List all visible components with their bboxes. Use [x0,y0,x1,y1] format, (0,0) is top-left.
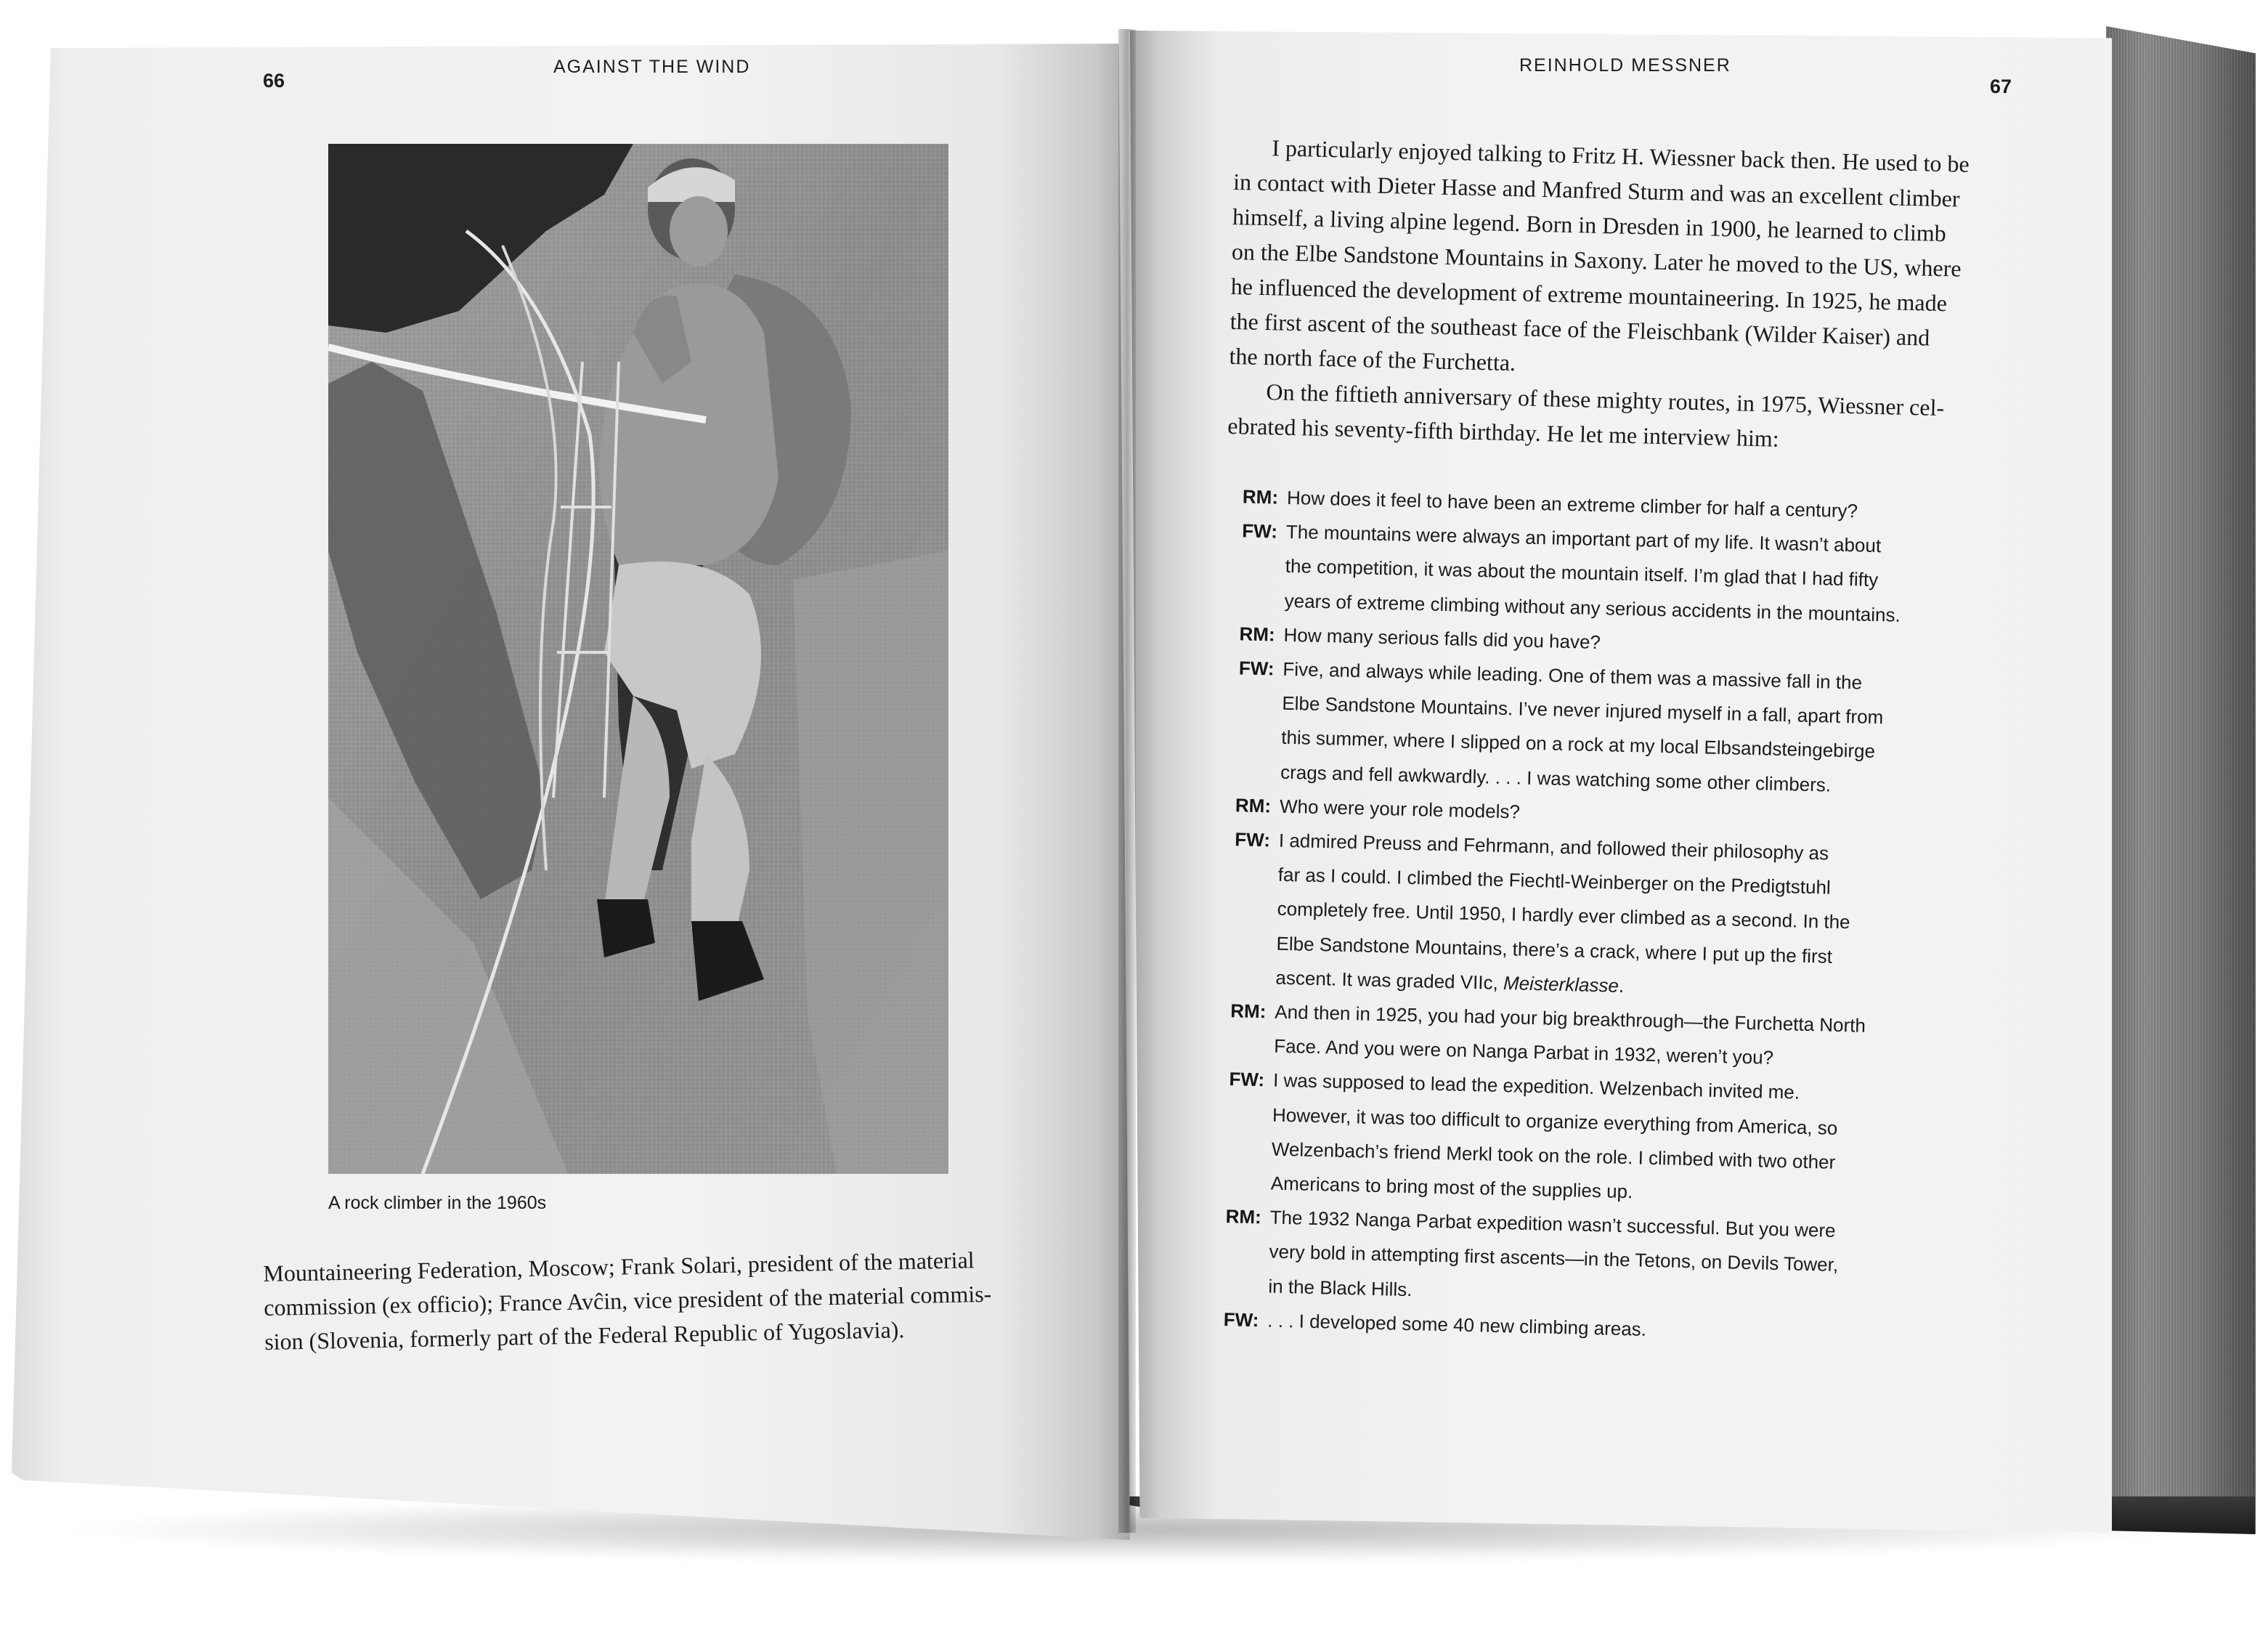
page-edges [2106,26,2256,1534]
interview-line: The 1932 Nanga Parbat expedition wasn’t successful. But you were [1269,1206,1836,1242]
speaker-label: RM: [1229,1000,1267,1023]
interview-text-segment: . [1618,974,1625,997]
body-line: on the Elbe Sandstone Mountains in Saxony. Later he moved to the US, where [1231,238,1962,282]
interview-line: in the Black Hills. [1268,1275,1413,1300]
interview-line: How does it feel to have been an extreme climber for half a century? [1286,486,1858,522]
speaker-label: FW: [1238,657,1275,680]
book-gutter [1118,29,1136,1533]
body-line: I particularly enjoyed talking to Fritz H. Wiessner back then. He used to be [1271,134,1970,177]
speaker-label: FW: [1234,828,1271,851]
body-line: sion (Slovenia, formerly part of the Federal Republic of Yugoslavia). [264,1316,905,1355]
interview-line: Face. And you were on Nanga Parbat in 1932, weren’t you? [1273,1034,1774,1069]
speaker-label: RM: [1242,485,1279,508]
italic-term: Meisterklasse [1503,971,1619,997]
interview-line: Elbe Sandstone Mountains, there’s a crack, where I put up the first [1276,932,1833,968]
body-line: himself, a living alpine legend. Born in Dresden in 1900, he learned to climb [1232,203,1947,247]
interview-line: I was supposed to lead the expedition. Welzenbach invited me. [1272,1069,1800,1104]
speaker-label: RM: [1225,1205,1262,1228]
right-running-head: REINHOLD MESSNER [1519,55,1731,76]
interview-line: . . . I developed some 40 new climbing areas. [1267,1309,1647,1340]
interview-line: Elbe Sandstone Mountains. I’ve never injured myself in a fall, apart from [1282,692,1884,729]
interview-list [1206,479,2011,1355]
interview-line: the competition, it was about the mountain itself. I’m glad that I had fifty [1285,555,1879,591]
speaker-label: FW: [1242,519,1278,543]
interview-line: I admired Preuss and Fehrmann, and followed their philosophy as [1278,829,1829,864]
body-line: the first ascent of the southeast face of the Fleischbank (Wilder Kaiser) and [1229,307,1930,351]
left-page-number: 66 [263,70,285,92]
body-line: Mountaineering Federation, Moscow; Frank Solari, president of the material [263,1247,975,1286]
interview-entry [1207,1199,1993,1321]
climber-photo [328,144,948,1174]
interview-entry [1209,1062,1996,1217]
interview-line: Five, and always while leading. One of them was a massive fall in the [1283,657,1863,694]
climber-photo-image [328,144,948,1174]
interview-text [1279,790,1520,830]
interview-line: And then in 1925, you had your big breakthrough—the Furchetta North [1275,1000,1866,1037]
interview-line: Welzenbach’s friend Merkl took on the role. I climbed with two other [1271,1138,1836,1173]
paragraph [1229,129,2019,392]
left-running-head: AGAINST THE WIND [553,57,751,77]
interview-line: far as I could. I climbed the Fiechtl-Weinberger on the Predigtstuhl [1277,863,1832,899]
interview-line: Americans to bring most of the supplies up. [1270,1172,1633,1203]
interview-line: completely free. Until 1950, I hardly ever climbed as a second. In the [1277,898,1850,933]
interview-line: The mountains were always an important part of my life. It wasn’t about [1285,521,1882,557]
interview-text [1275,824,1852,1009]
speaker-label: RM: [1239,623,1275,646]
interview-line: How many serious falls did you have? [1283,623,1601,653]
interview-entry [1219,651,2007,806]
interview-text-segment: ascent. It was graded VIIc, [1275,966,1504,994]
body-line: the north face of the Furchetta. [1229,342,1516,376]
right-page-number: 67 [1990,76,2012,97]
interview-line: Who were your role models? [1279,795,1521,823]
interview-text [1280,652,1885,803]
speaker-label: RM: [1235,794,1272,817]
interview-text [1284,515,1902,633]
body-line: ebrated his seventy-fifth birthday. He let me interview him: [1227,412,1780,452]
interview-entry [1223,514,2009,635]
interview-text [1268,1201,1840,1317]
body-line: he influenced the development of extreme mountaineering. In 1925, he made [1230,272,1948,317]
body-line: On the fiftieth anniversary of these mighty routes, in 1975, Wiessner cel- [1266,378,1945,421]
interview-text [1270,1063,1839,1214]
photo-caption: A rock climber in the 1960s [328,1193,547,1213]
interview-line: years of extreme climbing without any serious accidents in the mountains. [1284,589,1901,626]
body-line: commission (ex officio); France Avĉin, vice president of the material commis- [263,1280,992,1321]
body-line: in contact with Dieter Hasse and Manfred Sturm and was an excellent climber [1232,168,1960,212]
interview-line: However, it was too difficult to organize everything from America, so [1272,1103,1838,1139]
speaker-label: FW: [1223,1308,1259,1332]
interview-line: crags and fell awkwardly. . . . I was watching some other climbers. [1280,761,1832,796]
left-body-text [263,1242,1035,1359]
interview-line: this summer, where I slipped on a rock at my local Elbsandsteingebirge [1280,726,1876,763]
speaker-label: FW: [1229,1068,1265,1091]
interview-line: very bold in attempting first ascents—in the Tetons, on Devils Tower, [1269,1241,1839,1276]
right-body-text [1206,129,2019,1355]
interview-entry [1214,822,2002,1012]
